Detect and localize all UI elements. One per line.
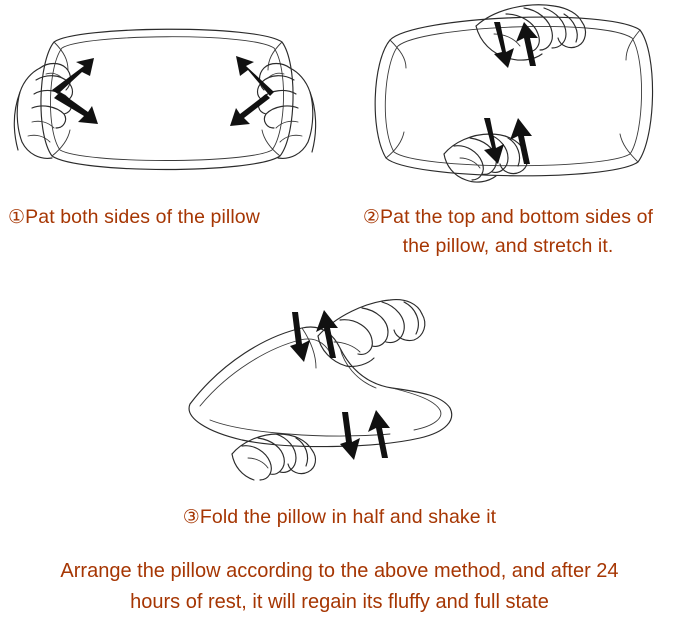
step-1-text: Pat both sides of the pillow: [25, 206, 260, 228]
step-2-caption: [338, 203, 678, 260]
arrow-left-down: [54, 92, 98, 124]
step-3-text: Fold the pillow in half and shake it: [199, 506, 497, 528]
step-2-text-line1: Pat the top and bottom sides of: [380, 206, 654, 228]
step-1-illustration: [6, 4, 326, 184]
step-1-caption: [8, 203, 328, 232]
arrow-right-up: [236, 56, 274, 96]
step-3-caption: [0, 503, 679, 532]
summary-line-1: Arrange the pillow according to the above method, and after 24: [60, 560, 619, 582]
bottom-hand: [444, 134, 527, 182]
step-3-illustration: [170, 292, 520, 482]
summary-line-2: hours of rest, it will regain its fluffy and full state: [130, 591, 549, 613]
arrow-right-down: [230, 94, 270, 126]
step-3-number: ③: [182, 507, 200, 528]
arrow-bottom-down: [484, 118, 504, 164]
pillow-pat-top-bottom-icon: [348, 0, 678, 190]
step-2-number: ②: [362, 207, 381, 228]
pillow-pat-sides-icon: [6, 4, 326, 184]
step-2-text-line2: the pillow, and stretch it.: [402, 235, 614, 257]
arrow-bottom-up: [510, 118, 532, 164]
step-2-illustration: [348, 0, 678, 190]
arrow-top-down: [494, 22, 514, 68]
pillow-fold-shake-icon: [170, 292, 520, 482]
step-1-number: ①: [8, 207, 26, 228]
summary-text: [10, 556, 669, 618]
